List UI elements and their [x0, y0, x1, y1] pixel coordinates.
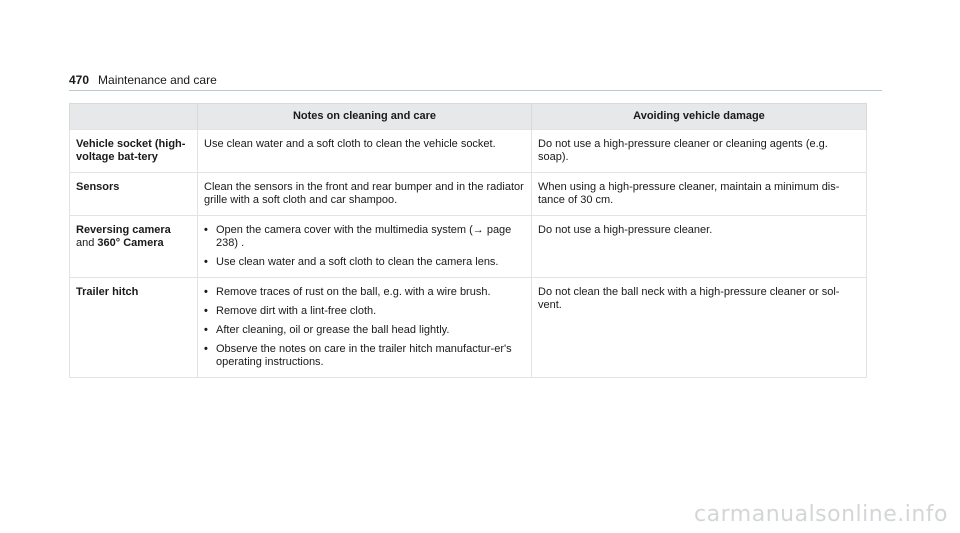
row-item-label: Sensors [76, 181, 120, 193]
table-row [70, 173, 867, 216]
row-item-cell [70, 130, 198, 173]
column-header-item [70, 104, 198, 130]
row-item-connector: and [76, 237, 95, 249]
row-item-label: Reversing camera [76, 224, 171, 236]
section-title: Maintenance and care [98, 73, 217, 87]
notes-bullet-list [204, 286, 525, 369]
row-damage-cell: When using a high-pressure cleaner, maintain a minimum dis-tance of 30 cm. [532, 173, 867, 216]
list-item: • After cleaning, oil or grease the ball head lightly. [204, 324, 525, 337]
notes-text: Use clean water and a soft cloth to clean the vehicle socket. [204, 138, 496, 150]
row-item-label: Vehicle socket (high-voltage bat-tery [76, 138, 186, 163]
row-notes-cell [198, 173, 532, 216]
notes-bullet-list [204, 224, 525, 269]
row-notes-cell [198, 216, 532, 278]
table-body [70, 130, 867, 378]
row-item-label-secondary: 360° Camera [97, 237, 164, 249]
list-item: • Observe the notes on care in the trailer hitch manufactur-er's operating instructions. [204, 343, 525, 369]
row-item-cell [70, 216, 198, 278]
cleaning-care-table [69, 103, 867, 378]
table-row [70, 216, 867, 278]
list-item: • Open the camera cover with the multimedia system (→ page 238) . [204, 224, 525, 250]
table-header-row [70, 104, 867, 130]
notes-text: Clean the sensors in the front and rear bumper and in the radiator grille with a soft cloth and car shampoo. [204, 181, 524, 206]
column-header-damage: Avoiding vehicle damage [532, 104, 867, 130]
row-damage-cell: Do not clean the ball neck with a high-pressure cleaner or sol-vent. [532, 278, 867, 378]
row-item-label: Trailer hitch [76, 286, 139, 298]
page-number: 470 [69, 73, 90, 87]
row-damage-cell: Do not use a high-pressure cleaner or cleaning agents (e.g. soap). [532, 130, 867, 173]
column-header-notes: Notes on cleaning and care [198, 104, 532, 130]
list-item: • Remove traces of rust on the ball, e.g. with a wire brush. [204, 286, 525, 299]
page-header [69, 73, 217, 87]
row-notes-cell [198, 278, 532, 378]
row-damage-cell: Do not use a high-pressure cleaner. [532, 216, 867, 278]
header-divider [69, 90, 882, 91]
row-item-cell [70, 173, 198, 216]
row-item-cell [70, 278, 198, 378]
list-item: • Use clean water and a soft cloth to clean the camera lens. [204, 256, 525, 269]
table-row [70, 278, 867, 378]
table-row [70, 130, 867, 173]
list-item: • Remove dirt with a lint-free cloth. [204, 305, 525, 318]
row-notes-cell [198, 130, 532, 173]
watermark: carmanualsonline.info [694, 502, 948, 527]
